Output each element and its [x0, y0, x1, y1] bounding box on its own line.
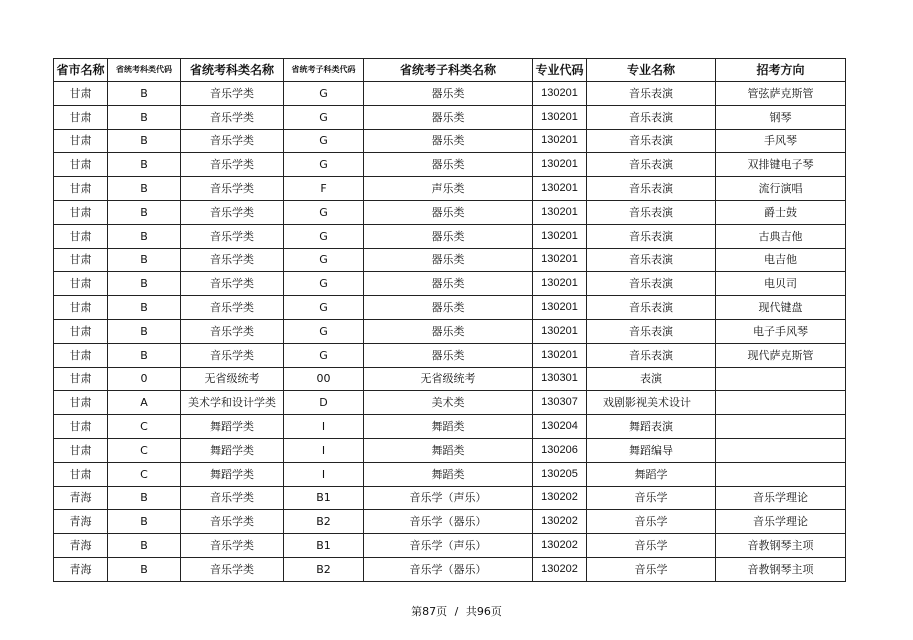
cell-subcategory-name: 器乐类 [364, 248, 533, 272]
cell-major-name: 音乐学 [587, 486, 716, 510]
cell-subcategory-name: 音乐学（声乐） [364, 534, 533, 558]
cell-major-code: 130201 [533, 296, 587, 320]
cell-major-name: 音乐表演 [587, 343, 716, 367]
cell-category-name: 无省级统考 [181, 367, 284, 391]
cell-major-code: 130201 [533, 200, 587, 224]
cell-province: 甘肃 [54, 177, 108, 201]
cell-major-code: 130202 [533, 486, 587, 510]
cell-category-code: B [108, 105, 181, 129]
cell-subcategory-code: G [284, 82, 364, 106]
header-cell-subcategory-code: 省统考子科类代码 [284, 59, 364, 82]
cell-category-code: B [108, 534, 181, 558]
cell-subcategory-code: G [284, 248, 364, 272]
cell-major-code: 130301 [533, 367, 587, 391]
cell-subcategory-code: G [284, 200, 364, 224]
cell-province: 甘肃 [54, 105, 108, 129]
page-total: 共96页 [465, 605, 502, 618]
cell-major-name: 音乐表演 [587, 224, 716, 248]
cell-subcategory-code: G [284, 105, 364, 129]
cell-direction: 现代萨克斯管 [716, 343, 846, 367]
cell-major-name: 音乐表演 [587, 319, 716, 343]
cell-major-name: 戏剧影视美术设计 [587, 391, 716, 415]
cell-province: 甘肃 [54, 248, 108, 272]
cell-category-code: B [108, 319, 181, 343]
cell-direction: 音教钢琴主项 [716, 534, 846, 558]
cell-subcategory-name: 器乐类 [364, 296, 533, 320]
cell-category-name: 音乐学类 [181, 510, 284, 534]
cell-province: 甘肃 [54, 391, 108, 415]
cell-subcategory-name: 声乐类 [364, 177, 533, 201]
cell-category-name: 舞蹈学类 [181, 462, 284, 486]
header-cell-direction: 招考方向 [716, 59, 846, 82]
cell-subcategory-name: 美术类 [364, 391, 533, 415]
cell-province: 甘肃 [54, 224, 108, 248]
cell-subcategory-code: G [284, 296, 364, 320]
cell-major-code: 130202 [533, 534, 587, 558]
cell-category-code: B [108, 224, 181, 248]
cell-subcategory-name: 器乐类 [364, 200, 533, 224]
cell-direction [716, 415, 846, 439]
cell-major-name: 舞蹈表演 [587, 415, 716, 439]
cell-major-code: 130201 [533, 343, 587, 367]
cell-category-name: 音乐学类 [181, 129, 284, 153]
cell-category-code: C [108, 415, 181, 439]
cell-category-code: B [108, 486, 181, 510]
table-row [54, 510, 846, 534]
cell-major-name: 音乐表演 [587, 153, 716, 177]
cell-category-name: 音乐学类 [181, 200, 284, 224]
cell-subcategory-code: B2 [284, 557, 364, 581]
cell-category-name: 舞蹈学类 [181, 438, 284, 462]
cell-subcategory-name: 音乐学（器乐） [364, 557, 533, 581]
cell-direction: 爵士鼓 [716, 200, 846, 224]
cell-direction: 手风琴 [716, 129, 846, 153]
cell-major-code: 130307 [533, 391, 587, 415]
cell-major-name: 音乐表演 [587, 105, 716, 129]
table-body [54, 82, 846, 582]
cell-category-name: 音乐学类 [181, 486, 284, 510]
table-row [54, 319, 846, 343]
cell-province: 甘肃 [54, 415, 108, 439]
table-row [54, 296, 846, 320]
header-cell-major-code: 专业代码 [533, 59, 587, 82]
cell-major-code: 130201 [533, 177, 587, 201]
cell-subcategory-code: I [284, 462, 364, 486]
cell-direction: 电子手风琴 [716, 319, 846, 343]
table-row [54, 438, 846, 462]
cell-subcategory-code: G [284, 129, 364, 153]
cell-subcategory-name: 无省级统考 [364, 367, 533, 391]
table-row [54, 462, 846, 486]
page-separator: / [454, 605, 459, 618]
cell-subcategory-code: D [284, 391, 364, 415]
cell-subcategory-code: F [284, 177, 364, 201]
table-row [54, 272, 846, 296]
cell-major-name: 音乐学 [587, 510, 716, 534]
cell-subcategory-code: B1 [284, 534, 364, 558]
cell-province: 青海 [54, 486, 108, 510]
cell-category-code: B [108, 343, 181, 367]
cell-subcategory-code: G [284, 343, 364, 367]
cell-major-name: 音乐学 [587, 557, 716, 581]
cell-direction [716, 462, 846, 486]
header-cell-subcategory-name: 省统考子科类名称 [364, 59, 533, 82]
cell-direction [716, 391, 846, 415]
cell-direction [716, 438, 846, 462]
cell-subcategory-name: 舞蹈类 [364, 462, 533, 486]
cell-major-code: 130201 [533, 224, 587, 248]
cell-category-name: 音乐学类 [181, 153, 284, 177]
cell-subcategory-name: 器乐类 [364, 82, 533, 106]
cell-major-name: 舞蹈编导 [587, 438, 716, 462]
cell-category-code: B [108, 153, 181, 177]
cell-major-code: 130205 [533, 462, 587, 486]
cell-category-code: B [108, 557, 181, 581]
cell-province: 甘肃 [54, 367, 108, 391]
table-row [54, 224, 846, 248]
cell-major-code: 130201 [533, 82, 587, 106]
table-row [54, 200, 846, 224]
cell-direction: 电贝司 [716, 272, 846, 296]
page-footer [0, 603, 913, 619]
cell-province: 甘肃 [54, 153, 108, 177]
table-row [54, 177, 846, 201]
cell-province: 青海 [54, 557, 108, 581]
cell-category-code: B [108, 510, 181, 534]
cell-direction: 古典吉他 [716, 224, 846, 248]
cell-subcategory-code: I [284, 415, 364, 439]
header-cell-category-code: 省统考科类代码 [108, 59, 181, 82]
cell-subcategory-code: I [284, 438, 364, 462]
cell-subcategory-name: 器乐类 [364, 343, 533, 367]
cell-province: 甘肃 [54, 343, 108, 367]
cell-category-code: A [108, 391, 181, 415]
cell-major-name: 表演 [587, 367, 716, 391]
cell-province: 甘肃 [54, 296, 108, 320]
cell-major-name: 音乐表演 [587, 82, 716, 106]
cell-category-name: 音乐学类 [181, 296, 284, 320]
cell-major-name: 舞蹈学 [587, 462, 716, 486]
cell-province: 甘肃 [54, 319, 108, 343]
cell-direction: 钢琴 [716, 105, 846, 129]
cell-category-code: C [108, 462, 181, 486]
cell-direction: 音乐学理论 [716, 510, 846, 534]
header-cell-province: 省市名称 [54, 59, 108, 82]
header-row [54, 59, 846, 82]
cell-major-code: 130201 [533, 319, 587, 343]
cell-major-name: 音乐表演 [587, 177, 716, 201]
cell-subcategory-name: 器乐类 [364, 153, 533, 177]
cell-category-name: 音乐学类 [181, 224, 284, 248]
cell-direction: 现代键盘 [716, 296, 846, 320]
admissions-table [53, 58, 846, 582]
cell-category-code: B [108, 272, 181, 296]
cell-category-name: 音乐学类 [181, 82, 284, 106]
cell-direction: 音教钢琴主项 [716, 557, 846, 581]
cell-category-name: 音乐学类 [181, 557, 284, 581]
table-row [54, 153, 846, 177]
cell-major-name: 音乐表演 [587, 200, 716, 224]
cell-province: 甘肃 [54, 462, 108, 486]
cell-province: 青海 [54, 534, 108, 558]
header-cell-major-name: 专业名称 [587, 59, 716, 82]
cell-subcategory-name: 器乐类 [364, 129, 533, 153]
table-row [54, 248, 846, 272]
cell-major-code: 130201 [533, 272, 587, 296]
cell-subcategory-code: B2 [284, 510, 364, 534]
header-cell-category-name: 省统考科类名称 [181, 59, 284, 82]
cell-direction: 电吉他 [716, 248, 846, 272]
table-row [54, 82, 846, 106]
cell-province: 甘肃 [54, 129, 108, 153]
table-row [54, 415, 846, 439]
cell-category-code: 0 [108, 367, 181, 391]
cell-direction: 流行演唱 [716, 177, 846, 201]
cell-major-name: 音乐表演 [587, 129, 716, 153]
cell-subcategory-code: G [284, 224, 364, 248]
table-row [54, 486, 846, 510]
cell-category-code: B [108, 296, 181, 320]
cell-major-name: 音乐表演 [587, 296, 716, 320]
cell-subcategory-name: 器乐类 [364, 272, 533, 296]
cell-subcategory-code: B1 [284, 486, 364, 510]
cell-major-name: 音乐表演 [587, 248, 716, 272]
cell-subcategory-name: 舞蹈类 [364, 438, 533, 462]
cell-major-code: 130201 [533, 129, 587, 153]
cell-subcategory-code: 00 [284, 367, 364, 391]
cell-subcategory-code: G [284, 272, 364, 296]
page-number: 第87页 [411, 605, 448, 618]
cell-direction: 双排键电子琴 [716, 153, 846, 177]
cell-subcategory-name: 器乐类 [364, 105, 533, 129]
cell-province: 甘肃 [54, 438, 108, 462]
cell-major-code: 130202 [533, 557, 587, 581]
table-row [54, 129, 846, 153]
table-row [54, 343, 846, 367]
cell-category-code: B [108, 129, 181, 153]
cell-category-name: 舞蹈学类 [181, 415, 284, 439]
cell-subcategory-name: 舞蹈类 [364, 415, 533, 439]
cell-major-name: 音乐表演 [587, 272, 716, 296]
cell-subcategory-name: 器乐类 [364, 319, 533, 343]
table-row [54, 367, 846, 391]
cell-major-code: 130201 [533, 105, 587, 129]
cell-subcategory-name: 器乐类 [364, 224, 533, 248]
table-row [54, 391, 846, 415]
cell-direction [716, 367, 846, 391]
cell-province: 甘肃 [54, 82, 108, 106]
cell-category-name: 音乐学类 [181, 177, 284, 201]
cell-category-name: 音乐学类 [181, 319, 284, 343]
cell-direction: 音乐学理论 [716, 486, 846, 510]
cell-category-name: 音乐学类 [181, 534, 284, 558]
cell-major-code: 130201 [533, 248, 587, 272]
cell-subcategory-name: 音乐学（声乐） [364, 486, 533, 510]
cell-province: 甘肃 [54, 200, 108, 224]
cell-subcategory-code: G [284, 319, 364, 343]
cell-category-name: 音乐学类 [181, 272, 284, 296]
cell-category-code: C [108, 438, 181, 462]
cell-province: 青海 [54, 510, 108, 534]
cell-major-name: 音乐学 [587, 534, 716, 558]
cell-category-name: 音乐学类 [181, 105, 284, 129]
cell-category-code: B [108, 177, 181, 201]
cell-major-code: 130201 [533, 153, 587, 177]
cell-category-name: 美术学和设计学类 [181, 391, 284, 415]
cell-major-code: 130202 [533, 510, 587, 534]
cell-category-name: 音乐学类 [181, 248, 284, 272]
table-row [54, 534, 846, 558]
cell-major-code: 130206 [533, 438, 587, 462]
cell-major-code: 130204 [533, 415, 587, 439]
cell-category-code: B [108, 82, 181, 106]
cell-category-name: 音乐学类 [181, 343, 284, 367]
cell-direction: 管弦萨克斯管 [716, 82, 846, 106]
table-row [54, 105, 846, 129]
cell-subcategory-name: 音乐学（器乐） [364, 510, 533, 534]
cell-category-code: B [108, 248, 181, 272]
table-row [54, 557, 846, 581]
cell-subcategory-code: G [284, 153, 364, 177]
cell-category-code: B [108, 200, 181, 224]
cell-province: 甘肃 [54, 272, 108, 296]
